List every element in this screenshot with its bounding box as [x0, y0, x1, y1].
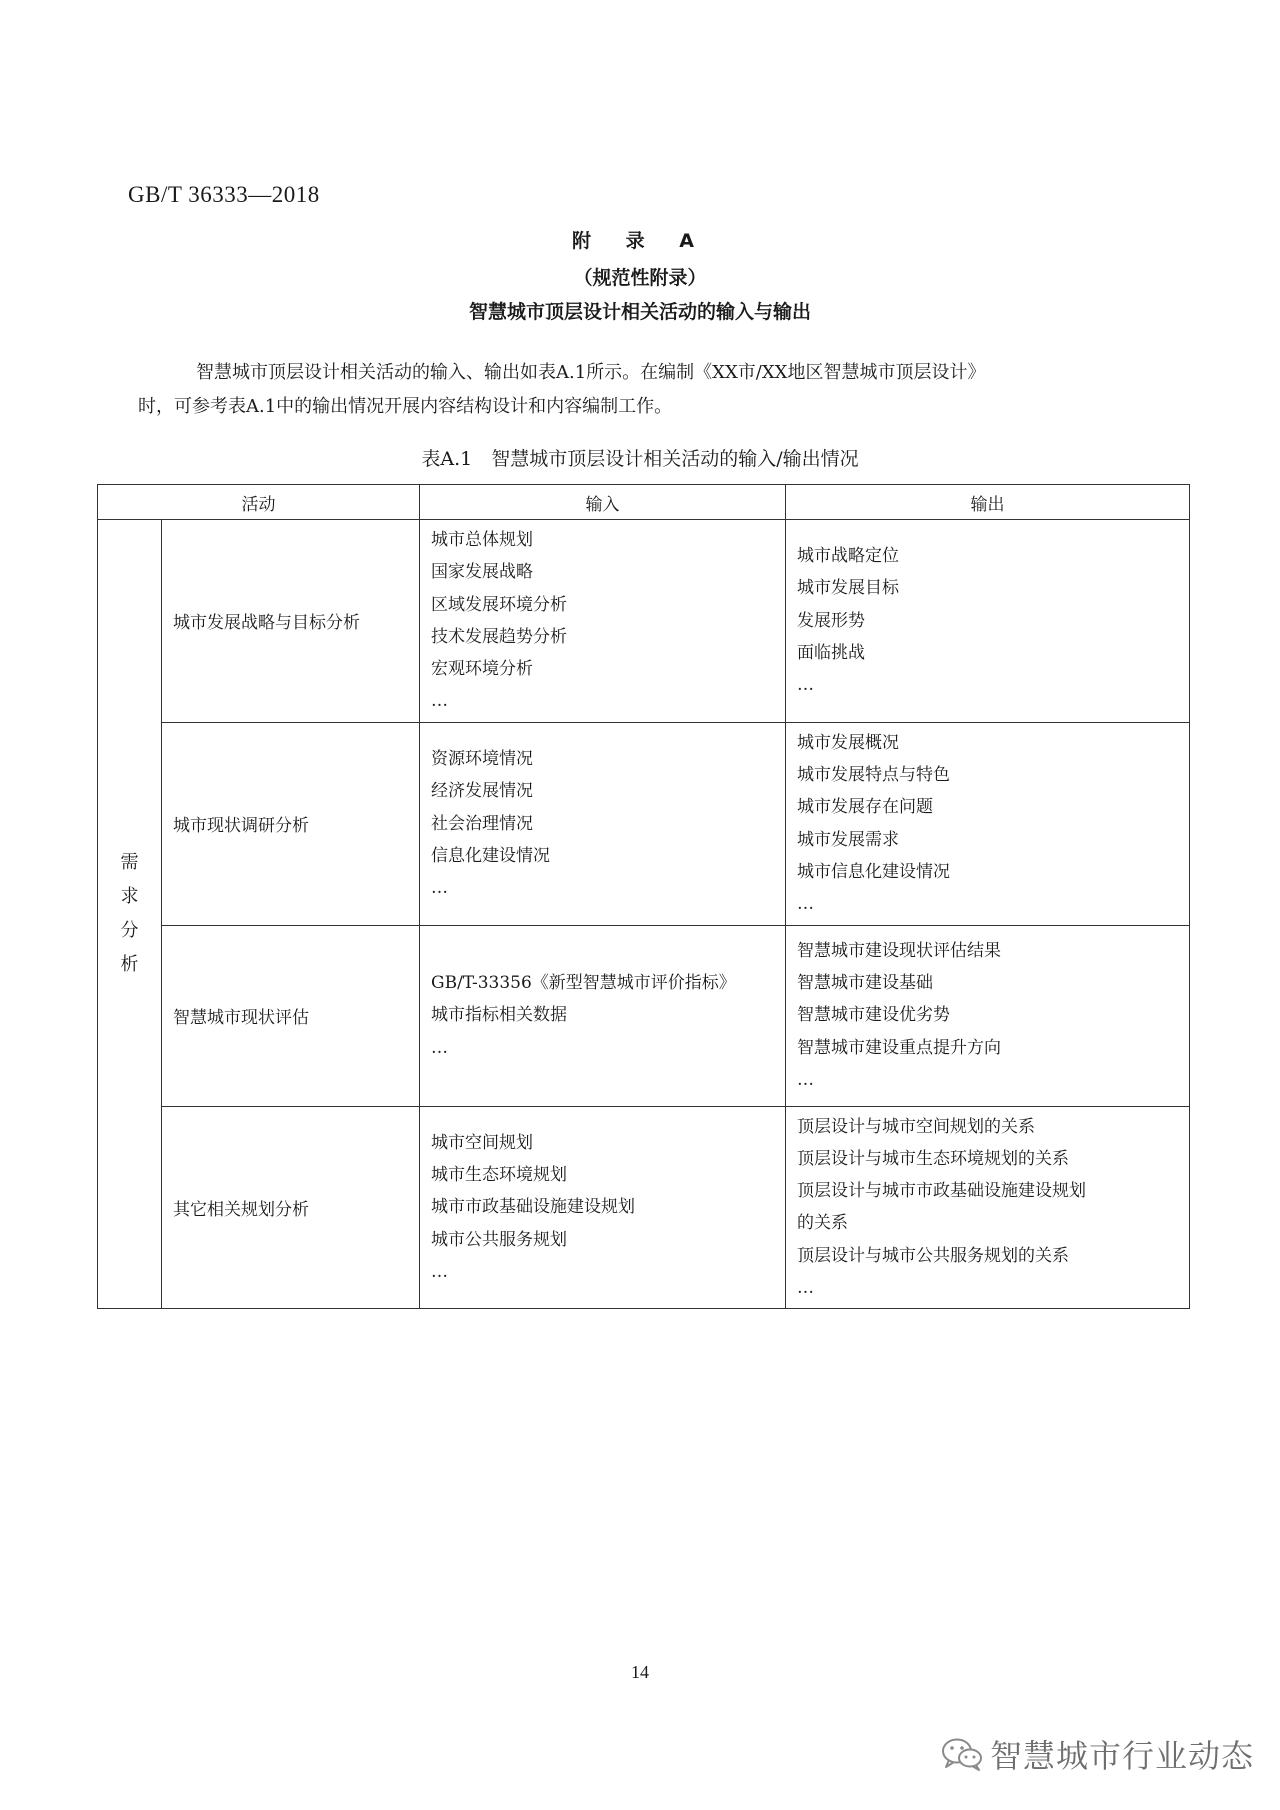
table-row	[98, 722, 1190, 925]
appendix-title: 附 录 A	[572, 230, 708, 252]
output-item: 顶层设计与城市公共服务规划的关系	[797, 1245, 1069, 1266]
output-cell	[786, 722, 1190, 925]
output-item: 发展形势	[797, 610, 865, 631]
output-item: 城市发展概况	[797, 732, 899, 753]
input-item: 城市空间规划	[431, 1132, 533, 1153]
output-item: 智慧城市建设重点提升方向	[797, 1037, 1001, 1058]
activity-cell: 城市发展战略与目标分析	[162, 520, 420, 723]
input-item: GB/T-33356《新型智慧城市评价指标》	[431, 973, 736, 994]
group-char: 析	[120, 954, 139, 976]
input-item: 区域发展环境分析	[431, 594, 567, 615]
output-item: …	[797, 1278, 814, 1299]
table-caption: 表A.1 智慧城市顶层设计相关活动的输入/输出情况	[421, 448, 859, 470]
input-item: 宏观环境分析	[431, 659, 533, 680]
intro-paragraph	[138, 356, 1178, 424]
output-item: 城市信息化建设情况	[797, 861, 950, 882]
output-cell	[786, 1106, 1190, 1309]
appendix-type: （规范性附录）	[573, 267, 707, 289]
input-item: 城市公共服务规划	[431, 1229, 567, 1250]
output-item: 城市发展目标	[797, 578, 899, 599]
page-number: 14	[631, 1662, 649, 1682]
input-cell	[420, 1106, 786, 1309]
output-item: …	[797, 1070, 814, 1090]
output-item: 面临挑战	[797, 643, 865, 664]
output-item: 城市发展特点与特色	[797, 765, 950, 786]
output-item: 智慧城市建设基础	[797, 973, 933, 994]
activity-io-table	[97, 484, 1190, 1309]
output-item: …	[797, 894, 814, 915]
group-char: 求	[120, 886, 139, 908]
input-cell	[420, 925, 786, 1106]
input-item: …	[431, 1037, 448, 1058]
input-item: 城市生态环境规划	[431, 1165, 567, 1185]
output-item: 智慧城市建设现状评估结果	[797, 940, 1001, 961]
output-item: 城市发展需求	[797, 829, 899, 850]
output-cell	[786, 925, 1190, 1106]
input-item: 社会治理情况	[431, 813, 533, 834]
output-item: …	[797, 675, 814, 696]
intro-line-1: 智慧城市顶层设计相关活动的输入、输出如表A.1所示。在编制《XX市/XX地区智慧城市顶层设计》	[196, 362, 986, 383]
input-item: 城市市政基础设施建设规划	[431, 1197, 635, 1218]
activity-cell: 其它相关规划分析	[162, 1106, 420, 1309]
table-row	[98, 520, 1190, 723]
input-item: 信息化建设情况	[431, 845, 550, 866]
group-char: 分	[120, 920, 139, 942]
activity-cell: 智慧城市现状评估	[162, 925, 420, 1106]
table-row	[98, 1106, 1190, 1309]
header-input: 输入	[420, 485, 786, 520]
output-item: 顶层设计与城市空间规划的关系	[797, 1116, 1035, 1137]
header-activity: 活动	[98, 485, 420, 520]
wechat-icon	[940, 1736, 984, 1772]
group-char: 需	[120, 852, 139, 874]
intro-line-2: 时，可参考表A.1中的输出情况开展内容结构设计和内容编制工作。	[138, 396, 673, 417]
table-row	[98, 925, 1190, 1106]
output-item: 城市战略定位	[797, 546, 899, 567]
input-item: 国家发展战略	[431, 562, 533, 583]
input-item: …	[431, 691, 448, 712]
output-cell	[786, 520, 1190, 723]
input-item: 技术发展趋势分析	[431, 626, 567, 647]
input-item: 资源环境情况	[431, 748, 533, 769]
output-item: 的关系	[797, 1213, 848, 1234]
output-item: 智慧城市建设优劣势	[797, 1005, 950, 1026]
input-cell	[420, 722, 786, 925]
input-item: 城市指标相关数据	[431, 1005, 567, 1026]
input-item: …	[431, 1261, 448, 1282]
input-item: 经济发展情况	[431, 781, 533, 802]
watermark	[940, 1732, 1254, 1776]
activity-cell: 城市现状调研分析	[162, 722, 420, 925]
standard-code: GB/T 36333—2018	[128, 182, 320, 207]
output-item: 顶层设计与城市市政基础设施建设规划	[797, 1181, 1086, 1202]
input-item: 城市总体规划	[431, 530, 533, 550]
header-output: 输出	[786, 485, 1190, 520]
appendix-subtitle: 智慧城市顶层设计相关活动的输入与输出	[468, 301, 811, 323]
output-item: 城市发展存在问题	[797, 797, 933, 818]
output-item: 顶层设计与城市生态环境规划的关系	[797, 1148, 1069, 1169]
input-cell	[420, 520, 786, 723]
input-item: …	[431, 878, 448, 899]
group-cell-requirements-analysis	[98, 520, 162, 1309]
watermark-text: 智慧城市行业动态	[990, 1737, 1255, 1775]
